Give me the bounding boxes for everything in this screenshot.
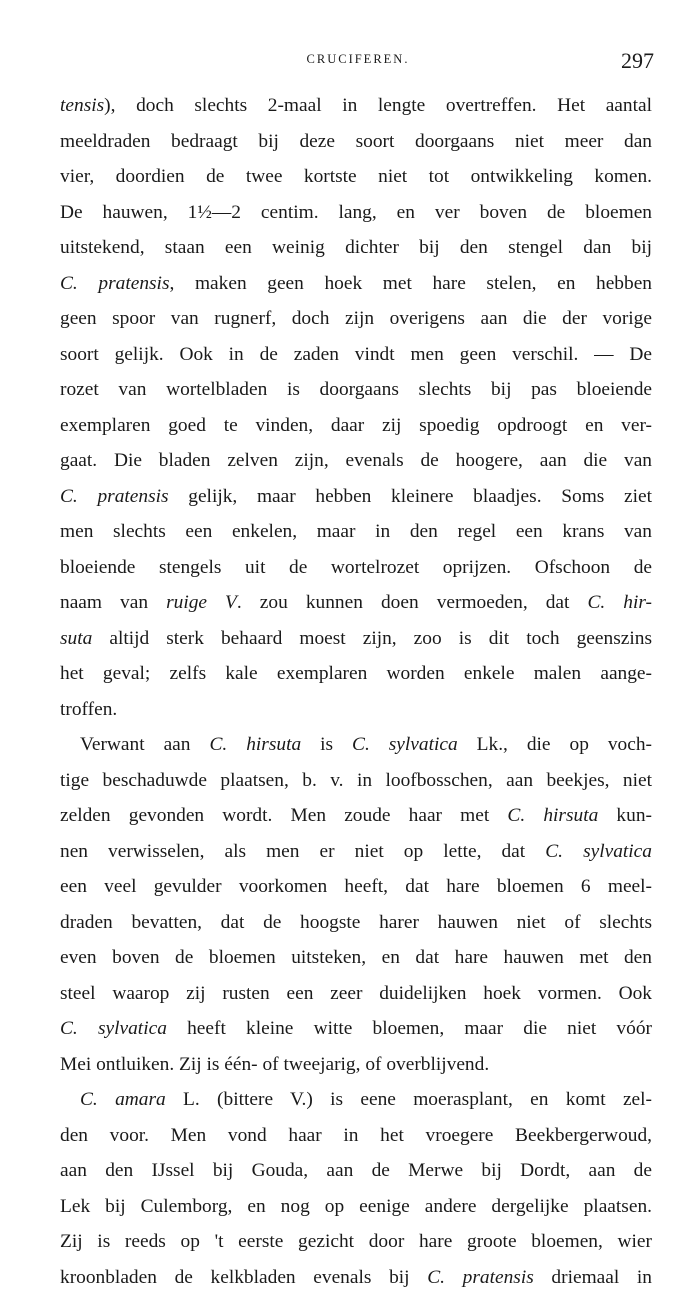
text-run: steel waarop zij rusten een zeer duidelijken hoek vormen. Ook xyxy=(60,983,652,1004)
text-run: men slechts een enkelen, maar in den regel een krans van xyxy=(60,521,652,542)
text-run: geen spoor van rugnerf, doch zijn overigens aan die der vorige xyxy=(60,308,652,329)
text-run: Lk., die op voch- xyxy=(458,734,652,755)
italic-taxon: C. hirsuta xyxy=(507,805,598,826)
text-run: kroonbladen de kelkbladen evenals bij xyxy=(60,1267,427,1288)
text-run: driemaal in xyxy=(534,1267,652,1288)
text-run: L. (bittere V.) is eene moerasplant, en komt zel- xyxy=(166,1089,652,1110)
text-run: heeft kleine witte bloemen, maar die niet vóór xyxy=(167,1018,652,1039)
text-line xyxy=(60,1189,652,1225)
running-head: CRUCIFEREN. xyxy=(62,52,654,67)
italic-taxon: C. pratensis xyxy=(427,1267,534,1288)
text-line xyxy=(60,550,652,586)
text-line xyxy=(60,124,652,160)
text-run: . zou kunnen doen vermoeden, dat xyxy=(237,592,588,613)
text-line xyxy=(60,905,652,941)
text-line xyxy=(60,621,652,657)
text-line xyxy=(60,1260,652,1295)
text-line xyxy=(60,514,652,550)
text-run: Verwant aan xyxy=(80,734,209,755)
text-line xyxy=(60,1011,652,1047)
text-run: den voor. Men vond haar in het vroegere Beekbergerwoud, xyxy=(60,1125,652,1146)
text-line xyxy=(60,834,652,870)
text-line xyxy=(60,266,652,302)
text-line xyxy=(60,195,652,231)
text-line xyxy=(60,1082,652,1118)
text-line xyxy=(60,337,652,373)
text-line xyxy=(60,408,652,444)
text-run: gelijk, maar hebben kleinere blaadjes. Soms ziet xyxy=(169,486,652,507)
text-line xyxy=(60,1224,652,1260)
text-line xyxy=(60,443,652,479)
text-run: gaat. Die bladen zelven zijn, evenals de hoogere, aan die van xyxy=(60,450,652,471)
text-run: is xyxy=(301,734,352,755)
text-run: nen verwisselen, als men er niet op lette, dat xyxy=(60,841,545,862)
text-run: soort gelijk. Ook in de zaden vindt men geen verschil. — De xyxy=(60,344,652,365)
text-line xyxy=(60,692,652,728)
text-run: aan den IJssel bij Gouda, aan de Merwe bij Dordt, aan de xyxy=(60,1160,652,1181)
text-run: vier, doordien de twee kortste niet tot ontwikkeling komen. xyxy=(60,166,652,187)
text-run: ), doch slechts 2-maal in lengte overtreffen. Het aantal xyxy=(104,95,652,116)
text-line xyxy=(60,585,652,621)
text-line xyxy=(60,230,652,266)
text-run: meeldraden bedraagt bij deze soort doorgaans niet meer dan xyxy=(60,131,652,152)
italic-taxon: C. sylvatica xyxy=(60,1018,167,1039)
text-line xyxy=(60,1153,652,1189)
text-run: troffen. xyxy=(60,699,117,720)
text-line xyxy=(60,479,652,515)
text-line xyxy=(60,798,652,834)
italic-taxon: suta xyxy=(60,628,92,649)
text-run: uitstekend, staan een weinig dichter bij den stengel dan bij xyxy=(60,237,652,258)
text-line xyxy=(60,656,652,692)
text-run: draden bevatten, dat de hoogste harer hauwen niet of slechts xyxy=(60,912,652,933)
text-line xyxy=(60,1047,652,1083)
text-run: bloeiende stengels uit de wortelrozet oprijzen. Ofschoon de xyxy=(60,557,652,578)
text-line xyxy=(60,976,652,1012)
italic-taxon: tensis xyxy=(60,95,104,116)
text-run: Mei ontluiken. Zij is één- of tweejarig, of overblijvend. xyxy=(60,1054,489,1075)
italic-taxon: C. pratensis xyxy=(60,486,169,507)
page-header xyxy=(62,50,654,78)
text-run: tige beschaduwde plaatsen, b. v. in loofbosschen, aan beekjes, niet xyxy=(60,770,652,791)
text-line xyxy=(60,727,652,763)
italic-taxon: C. amara xyxy=(80,1089,166,1110)
italic-taxon: C. pratensis xyxy=(60,273,170,294)
text-line xyxy=(60,763,652,799)
text-run: De hauwen, 1½—2 centim. lang, en ver boven de bloemen xyxy=(60,202,652,223)
text-line xyxy=(60,940,652,976)
text-run: Zij is reeds op 't eerste gezicht door hare groote bloemen, wier xyxy=(60,1231,652,1252)
italic-taxon: C. sylvatica xyxy=(352,734,458,755)
text-run: zelden gevonden wordt. Men zoude haar met xyxy=(60,805,507,826)
italic-taxon: C. sylvatica xyxy=(545,841,652,862)
page-number: 297 xyxy=(621,48,654,74)
body-text xyxy=(60,88,652,1295)
text-line xyxy=(60,372,652,408)
italic-taxon: C. hirsuta xyxy=(209,734,301,755)
italic-taxon: C. hir- xyxy=(587,592,652,613)
text-line xyxy=(60,1118,652,1154)
italic-taxon: ruige V xyxy=(166,592,237,613)
text-run: kun- xyxy=(598,805,652,826)
text-run: een veel gevulder voorkomen heeft, dat hare bloemen 6 meel- xyxy=(60,876,652,897)
text-run: naam van xyxy=(60,592,166,613)
text-run: het geval; zelfs kale exemplaren worden enkele malen aange- xyxy=(60,663,652,684)
text-run: , maken geen hoek met hare stelen, en hebben xyxy=(170,273,653,294)
text-line xyxy=(60,869,652,905)
text-run: rozet van wortelbladen is doorgaans slechts bij pas bloeiende xyxy=(60,379,652,400)
text-run: altijd sterk behaard moest zijn, zoo is dit toch geenszins xyxy=(92,628,652,649)
text-line xyxy=(60,301,652,337)
text-line xyxy=(60,159,652,195)
text-run: exemplaren goed te vinden, daar zij spoedig opdroogt en ver- xyxy=(60,415,652,436)
text-line xyxy=(60,88,652,124)
text-run: even boven de bloemen uitsteken, en dat hare hauwen met den xyxy=(60,947,652,968)
text-run: Lek bij Culemborg, en nog op eenige andere dergelijke plaatsen. xyxy=(60,1196,652,1217)
